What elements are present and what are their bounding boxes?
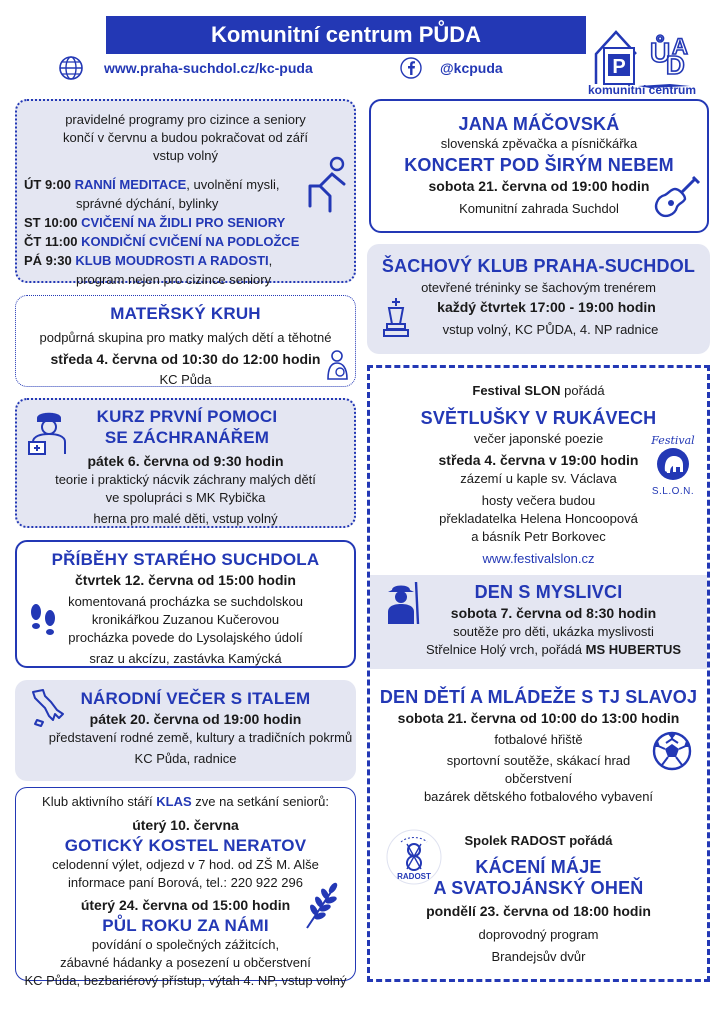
prvni-pomoc-box (15, 398, 356, 528)
italie-date: pátek 20. června od 19:00 hodin (89, 711, 302, 727)
svetlusky-url[interactable]: www.festivalslon.cz (482, 551, 595, 566)
koncert-title: KONCERT POD ŠIRÝM NEBEM (404, 155, 674, 175)
maje-line2: Brandejsův dvůr (491, 949, 586, 964)
materske-place: KC Půda (159, 372, 212, 387)
svg-text:D: D (666, 50, 685, 80)
svetlusky-sub: večer japonské poezie (473, 431, 604, 446)
den-deti-line4: bazárek dětského fotbalového vybavení (423, 789, 654, 804)
suchdol-desc4: sraz u akcízu, zastávka Kamýcká (89, 651, 282, 666)
klas-intro: Klub aktivního stáří KLAS zve na setkání seniorů: (42, 794, 329, 809)
maje-org: Spolek RADOST pořádá (464, 833, 613, 848)
chess-king-icon (381, 296, 411, 338)
koncert-place: Komunitní zahrada Suchdol (459, 201, 619, 216)
hunter-icon (382, 580, 422, 624)
paramedic-icon (27, 408, 71, 456)
svetlusky-hosts1: hosty večera budou (481, 493, 596, 508)
program-line: ÚT 9:00 RANNÍ MEDITACE, uvolnění mysli, (24, 177, 280, 192)
programs-intro-line1: pravidelné programy pro cizince a seniory (65, 112, 306, 127)
den-deti-line1: fotbalové hřiště (494, 732, 583, 747)
regular-programs-box (15, 99, 356, 287)
prvni-pomoc-date: pátek 6. června od 9:30 hodin (87, 453, 284, 469)
materske-desc: podpůrná skupina pro matky malých dětí a těhotné (39, 330, 332, 345)
mother-icon (325, 349, 351, 381)
program-line: program nejen pro cizince seniory (76, 272, 272, 287)
programs-intro-line3: vstup volný (152, 148, 219, 163)
den-deti-line2: sportovní soutěže, skákací hrad (446, 753, 631, 768)
den-deti-date: sobota 21. června od 10:00 do 13:00 hodin (397, 710, 680, 726)
materske-title: MATEŘSKÝ KRUH (110, 304, 261, 323)
maje-date: pondělí 23. června od 18:00 hodin (426, 903, 651, 919)
suchdol-desc2: kronikářkou Zuzanou Kučerovou (91, 612, 280, 627)
klas-desc2b: zábavné hádanky a posezení u občerstvení (60, 955, 311, 970)
den-deti-title: DEN DĚTÍ A MLÁDEŽE S TJ SLAVOJ (379, 687, 698, 707)
klas-title2: PŮL ROKU ZA NÁMI (102, 916, 269, 935)
prvni-pomoc-title-line1: KURZ PRVNÍ POMOCI (96, 407, 278, 426)
maje-line1: doprovodný program (478, 927, 599, 942)
klas-desc1b: informace paní Borová, tel.: 220 922 296 (68, 875, 303, 890)
klas-date1: úterý 10. června (132, 817, 239, 833)
klas-title1: GOTICKÝ KOSTEL NERATOV (64, 836, 307, 855)
globe-icon (58, 55, 84, 81)
prvni-pomoc-title-line2: SE ZÁCHRANÁŘEM (104, 428, 270, 447)
svetlusky-org: Festival SLON pořádá (472, 383, 605, 398)
klas-desc2c: KC Půda, bezbariérový přístup, výtah 4. NP, vstup volný (24, 973, 347, 988)
myslivci-title: DEN S MYSLIVCI (474, 582, 623, 602)
program-line: ČT 11:00 KONDIČNÍ CVIČENÍ NA PODLOŽCE (24, 234, 300, 249)
italie-place: KC Půda, radnice (134, 751, 237, 766)
italy-map-icon (29, 688, 67, 732)
materske-box (15, 295, 356, 387)
facebook-link[interactable]: @kcpuda (440, 60, 503, 76)
italie-box (15, 680, 356, 781)
logo-caption: komunitní centrum (588, 83, 697, 97)
elephant-icon (656, 447, 690, 481)
sachy-title: ŠACHOVÝ KLUB PRAHA-SUCHDOL (381, 256, 696, 276)
italie-title: NÁRODNÍ VEČER S ITALEM (80, 689, 311, 708)
klas-desc2a: povídání o společných zážitcích, (91, 937, 280, 952)
myslivci-desc: soutěže pro děti, ukázka myslivosti (453, 624, 654, 639)
svetlusky-title: SVĚTLUŠKY V RUKÁVECH (420, 408, 657, 428)
svetlusky-place: zázemí u kaple sv. Václava (460, 471, 617, 486)
italie-desc: představení rodné země, kultury a tradičních pokrmů (48, 730, 353, 745)
svg-text:Ů: Ů (650, 37, 671, 68)
program-line: ST 10:00 CVIČENÍ NA ŽIDLI PRO SENIORY (24, 215, 286, 230)
svg-text:A: A (672, 34, 688, 59)
prvni-pomoc-desc2: ve spolupráci s MK Rybička (105, 490, 266, 505)
koncert-name: JANA MÁČOVSKÁ (458, 114, 620, 134)
klas-box (15, 787, 356, 988)
football-icon (652, 731, 692, 771)
sachy-place: vstup volný, KC PŮDA, 4. NP radnice (442, 322, 659, 337)
facebook-icon (400, 57, 422, 79)
klas-date2: úterý 24. června od 15:00 hodin (80, 897, 291, 913)
page-title: Komunitní centrum PŮDA (106, 16, 586, 54)
myslivci-place: Střelnice Holý vrch, pořádá MS HUBERTUS (425, 642, 682, 657)
myslivci-date: sobota 7. června od 8:30 hodin (450, 605, 657, 621)
suchdol-date: čtvrtek 12. června od 15:00 hodin (75, 572, 296, 588)
maje-title1: KÁCENÍ MÁJE (475, 857, 602, 877)
program-line: PÁ 9:30 KLUB MOUDROSTI A RADOSTI, (24, 253, 273, 268)
suchdol-box (15, 540, 356, 668)
prvni-pomoc-desc1: teorie i praktický nácvik záchrany malých dětí (55, 472, 316, 487)
sachy-desc: otevřené tréninky se šachovým trenérem (421, 280, 656, 295)
maje-title2: A SVATOJÁNSKÝ OHEŇ (433, 878, 644, 898)
exercise-icon (302, 156, 352, 216)
suchdol-desc3: procházka povede do Lysolajského údolí (68, 630, 303, 645)
slon-logo: Festival S.L.O.N. (651, 434, 695, 497)
den-deti-line3: občerstvení (504, 771, 573, 786)
programs-intro-line2: končí v červnu a budou pokračovat od září (63, 130, 308, 145)
svg-text:P: P (612, 56, 626, 78)
website-link[interactable]: www.praha-suchdol.cz/kc-puda (104, 60, 313, 76)
koncert-date: sobota 21. června od 19:00 hodin (428, 178, 650, 194)
footprints-icon (27, 602, 59, 642)
program-line: správné dýchání, bylinky (76, 196, 219, 211)
svetlusky-hosts3: a básník Petr Borkovec (471, 529, 606, 544)
prvni-pomoc-desc3: herna pro malé děti, vstup volný (93, 511, 278, 526)
koncert-box (369, 99, 709, 233)
suchdol-desc1: komentovaná procházka se suchdolskou (68, 594, 303, 609)
sachy-box (367, 244, 710, 354)
svetlusky-hosts2: překladatelka Helena Honcoopová (439, 511, 638, 526)
wheat-icon (303, 880, 341, 930)
guitar-icon (653, 175, 701, 221)
suchdol-title: PŘÍBĚHY STARÉHO SUCHDOLA (51, 550, 320, 569)
klas-desc1a: celodenní výlet, odjezd v 7 hod. od ZŠ M. Alše (52, 857, 319, 872)
maje-block (370, 832, 707, 966)
materske-date: středa 4. června od 10:30 do 12:00 hodin (50, 351, 321, 367)
svetlusky-date: středa 4. června v 19:00 hodin (438, 452, 639, 468)
sachy-date: každý čtvrtek 17:00 - 19:00 hodin (437, 299, 656, 315)
radost-logo: RADOST (385, 828, 443, 886)
koncert-sub: slovenská zpěvačka a písničkářka (440, 136, 638, 151)
